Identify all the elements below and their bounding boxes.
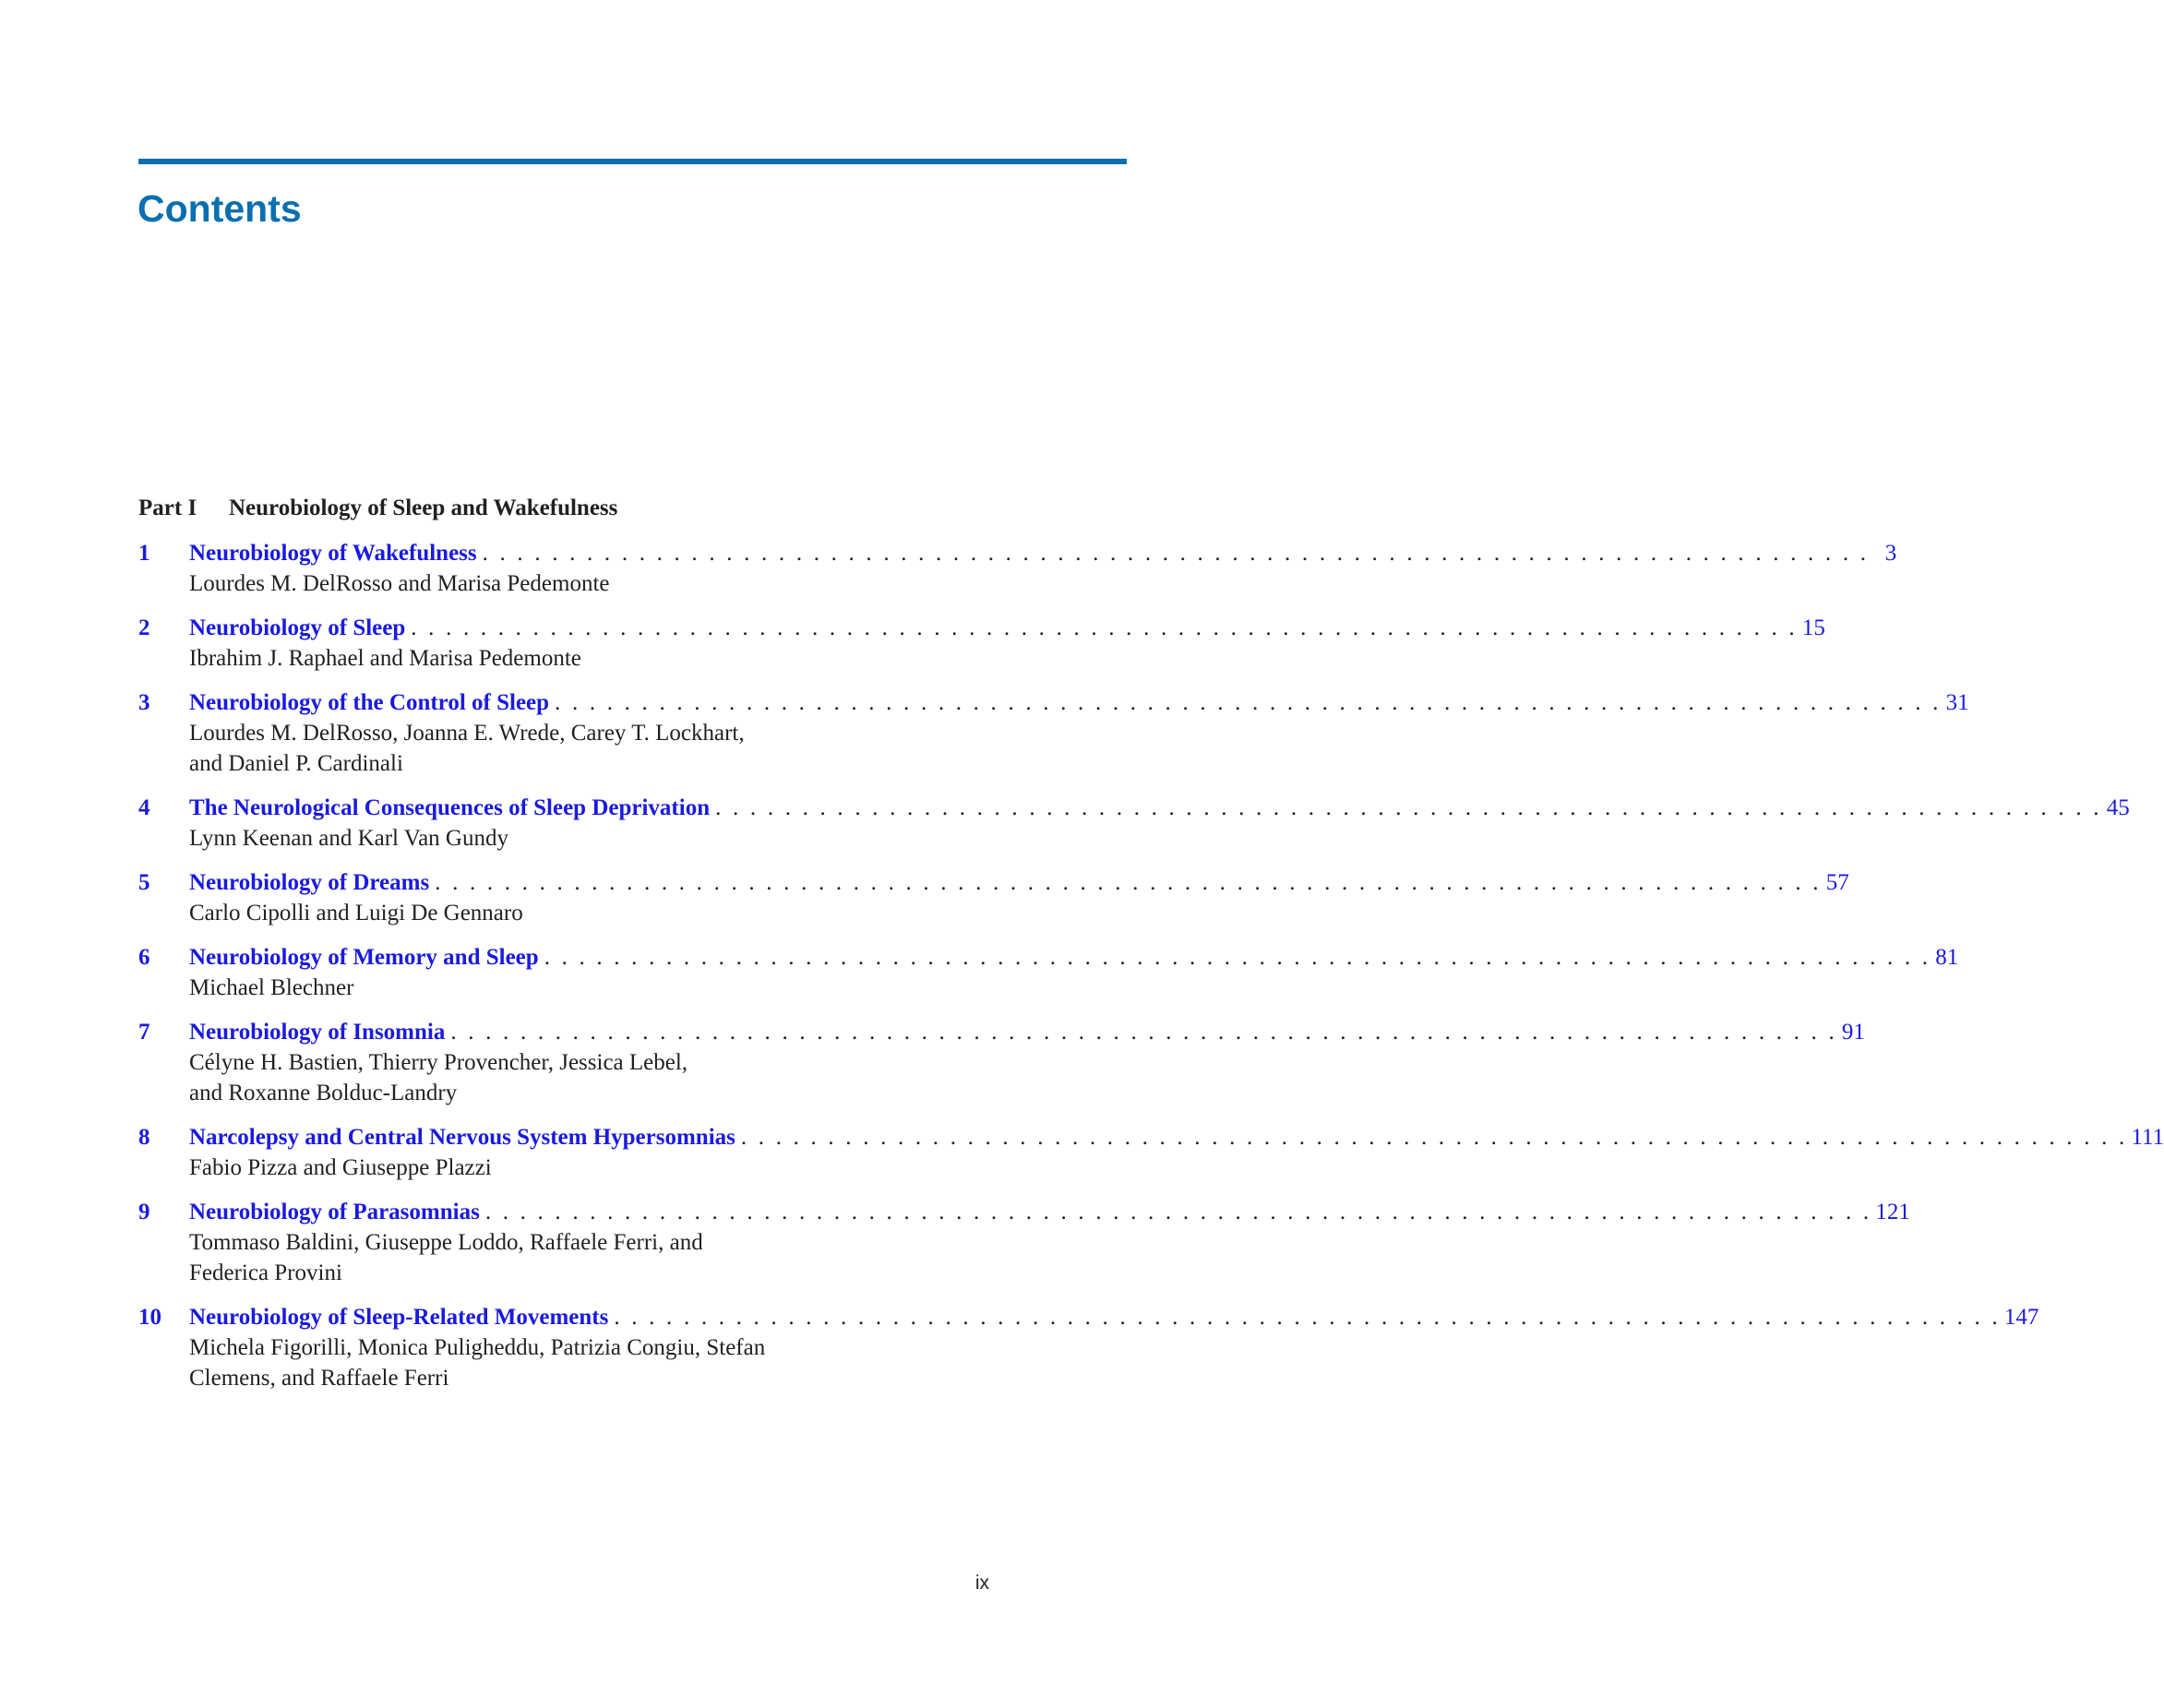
chapter-number: 2 <box>138 615 150 640</box>
toc-entry-line <box>138 1017 1865 1047</box>
author-line: Lynn Keenan and Karl Van Gundy <box>189 826 508 851</box>
dot-leader: . . . . . . . . . . . . . . . . . . . . . . . . . . . . . . . . . . . . . . . . . . . . . . . . . . . . . . . . . . . . . . . . . . . . . . . . . . . . . . . . <box>555 690 1942 715</box>
dot-leader: . . . . . . . . . . . . . . . . . . . . . . . . . . . . . . . . . . . . . . . . . . . . . . . . . . . . . . . . . . . . . . . . . . . . . . . . . . . . . . . . <box>544 945 1931 970</box>
chapter-page-link[interactable]: 3 <box>1884 541 1897 566</box>
chapter-title-link[interactable]: Narcolepsy and Central Nervous System Hypersomnias <box>189 1125 735 1150</box>
author-line: Fabio Pizza and Giuseppe Plazzi <box>189 1155 492 1180</box>
toc-entry <box>138 687 1969 779</box>
toc-entry <box>138 1017 1865 1108</box>
chapter-authors <box>189 718 872 779</box>
toc-entry-line <box>138 867 1849 898</box>
top-rule <box>138 159 1127 164</box>
chapter-number: 3 <box>138 690 150 715</box>
toc-entry <box>138 613 1825 674</box>
dot-leader: . . . . . . . . . . . . . . . . . . . . . . . . . . . . . . . . . . . . . . . . . . . . . . . . . . . . . . . . . . . . . . . . . . . . . . . . . . . . . . . . <box>484 1200 1872 1224</box>
toc-entry-line <box>138 793 2130 823</box>
toc-entry-line <box>138 1302 2039 1332</box>
toc-entry-line <box>138 1122 2164 1153</box>
page-number: ix <box>974 1572 989 1594</box>
toc-entry <box>138 538 1897 599</box>
chapter-title-link[interactable]: Neurobiology of Wakefulness <box>189 541 477 566</box>
chapter-page-link[interactable]: 57 <box>1825 870 1849 895</box>
author-line: Carlo Cipolli and Luigi De Gennaro <box>189 901 523 926</box>
chapter-page-link[interactable]: 147 <box>2003 1305 2039 1330</box>
toc-entry <box>138 867 1849 928</box>
chapter-page-link[interactable]: 121 <box>1875 1200 1910 1224</box>
chapter-authors <box>189 1332 872 1393</box>
chapter-authors <box>189 823 872 854</box>
chapter-number: 1 <box>138 541 150 566</box>
dot-leader: . . . . . . . . . . . . . . . . . . . . . . . . . . . . . . . . . . . . . . . . . . . . . . . . . . . . . . . . . . . . . . . . . . . . . . . . . . . . . . . . <box>614 1305 2001 1330</box>
chapter-number: 8 <box>138 1125 150 1150</box>
chapter-page-link[interactable]: 45 <box>2106 795 2130 820</box>
chapter-list <box>138 538 2164 1393</box>
author-line: Federica Provini <box>189 1260 342 1285</box>
part-title: Neurobiology of Sleep and Wakefulness <box>229 496 618 520</box>
chapter-title-link[interactable]: Neurobiology of Insomnia <box>189 1020 446 1045</box>
part-label: Part I <box>138 496 197 520</box>
author-line: and Roxanne Bolduc-Landry <box>189 1081 458 1105</box>
dot-leader: . . . . . . . . . . . . . . . . . . . . . . . . . . . . . . . . . . . . . . . . . . . . . . . . . . . . . . . . . . . . . . . . . . . . . . . . . . . . . . . . <box>715 795 2102 820</box>
chapter-authors <box>189 1047 872 1108</box>
chapter-title-link[interactable]: The Neurological Consequences of Sleep Deprivation <box>189 795 711 820</box>
author-line: Ibrahim J. Raphael and Marisa Pedemonte <box>189 646 581 671</box>
chapter-title-link[interactable]: Neurobiology of Dreams <box>189 870 430 895</box>
author-line: Tommaso Baldini, Giuseppe Loddo, Raffaele Ferri, and <box>189 1230 703 1255</box>
part-heading <box>138 493 989 524</box>
toc-entry <box>138 942 1959 1003</box>
chapter-title-link[interactable]: Neurobiology of Sleep <box>189 615 406 640</box>
chapter-title-link[interactable]: Neurobiology of Memory and Sleep <box>189 945 539 970</box>
chapter-number: 10 <box>138 1305 161 1330</box>
toc-entry-line <box>138 1197 1910 1227</box>
chapter-page-link[interactable]: 81 <box>1935 945 1959 970</box>
toc-entry-line <box>138 613 1825 643</box>
chapter-number: 9 <box>138 1200 150 1224</box>
chapter-number: 4 <box>138 795 150 820</box>
dot-leader: . . . . . . . . . . . . . . . . . . . . . . . . . . . . . . . . . . . . . . . . . . . . . . . . . . . . . . . . . . . . . . . . . . . . . . . . . . . . . . . . <box>450 1020 1837 1045</box>
dot-leader: . . . . . . . . . . . . . . . . . . . . . . . . . . . . . . . . . . . . . . . . . . . . . . . . . . . . . . . . . . . . . . . . . . . . . . . . . . . . . . . . <box>411 615 1798 640</box>
author-line: Lourdes M. DelRosso and Marisa Pedemonte <box>189 571 610 596</box>
chapter-page-link[interactable]: 111 <box>2131 1125 2164 1150</box>
toc-entry-line <box>138 687 1969 718</box>
chapter-authors <box>189 1227 872 1288</box>
author-line: Lourdes M. DelRosso, Joanna E. Wrede, Carey T. Lockhart, <box>189 721 745 746</box>
author-line: Clemens, and Raffaele Ferri <box>189 1366 449 1391</box>
chapter-title-link[interactable]: Neurobiology of Parasomnias <box>189 1200 480 1224</box>
chapter-authors <box>189 898 872 928</box>
page-title: Contents <box>137 187 302 230</box>
chapter-authors <box>189 973 872 1003</box>
chapter-page-link[interactable]: 31 <box>1945 690 1969 715</box>
dot-leader: . . . . . . . . . . . . . . . . . . . . . . . . . . . . . . . . . . . . . . . . . . . . . . . . . . . . . . . . . . . . . . . . . . . . . . . . . . . . . . . . <box>435 870 1822 895</box>
chapter-number: 6 <box>138 945 150 970</box>
chapter-title-link[interactable]: Neurobiology of Sleep-Related Movements <box>189 1305 609 1330</box>
dot-leader: . . . . . . . . . . . . . . . . . . . . . . . . . . . . . . . . . . . . . . . . . . . . . . . . . . . . . . . . . . . . . . . . . . . . . . . . . . . . . . . . <box>740 1125 2128 1150</box>
toc-entry <box>138 1122 2164 1183</box>
toc-entry-line <box>138 538 1897 568</box>
dot-leader: . . . . . . . . . . . . . . . . . . . . . . . . . . . . . . . . . . . . . . . . . . . . . . . . . . . . . . . . . . . . . . . . . . . . . . . . . . . . . . . . <box>482 541 1870 566</box>
chapter-title-link[interactable]: Neurobiology of the Control of Sleep <box>189 690 550 715</box>
author-line: and Daniel P. Cardinali <box>189 751 403 776</box>
chapter-authors <box>189 643 872 674</box>
toc-entry <box>138 1197 1910 1288</box>
chapter-number: 5 <box>138 870 150 895</box>
author-line: Célyne H. Bastien, Thierry Provencher, Jessica Lebel, <box>189 1050 688 1075</box>
toc-entry <box>138 1302 2039 1393</box>
chapter-number: 7 <box>138 1020 150 1045</box>
chapter-page-link[interactable]: 91 <box>1841 1020 1865 1045</box>
chapter-authors <box>189 568 872 599</box>
toc-entry-line <box>138 942 1959 973</box>
table-of-contents <box>138 493 2164 1407</box>
toc-entry <box>138 793 2130 854</box>
chapter-page-link[interactable]: 15 <box>1801 615 1825 640</box>
chapter-authors <box>189 1153 872 1183</box>
author-line: Michela Figorilli, Monica Puligheddu, Patrizia Congiu, Stefan <box>189 1335 766 1360</box>
author-line: Michael Blechner <box>189 975 354 1000</box>
